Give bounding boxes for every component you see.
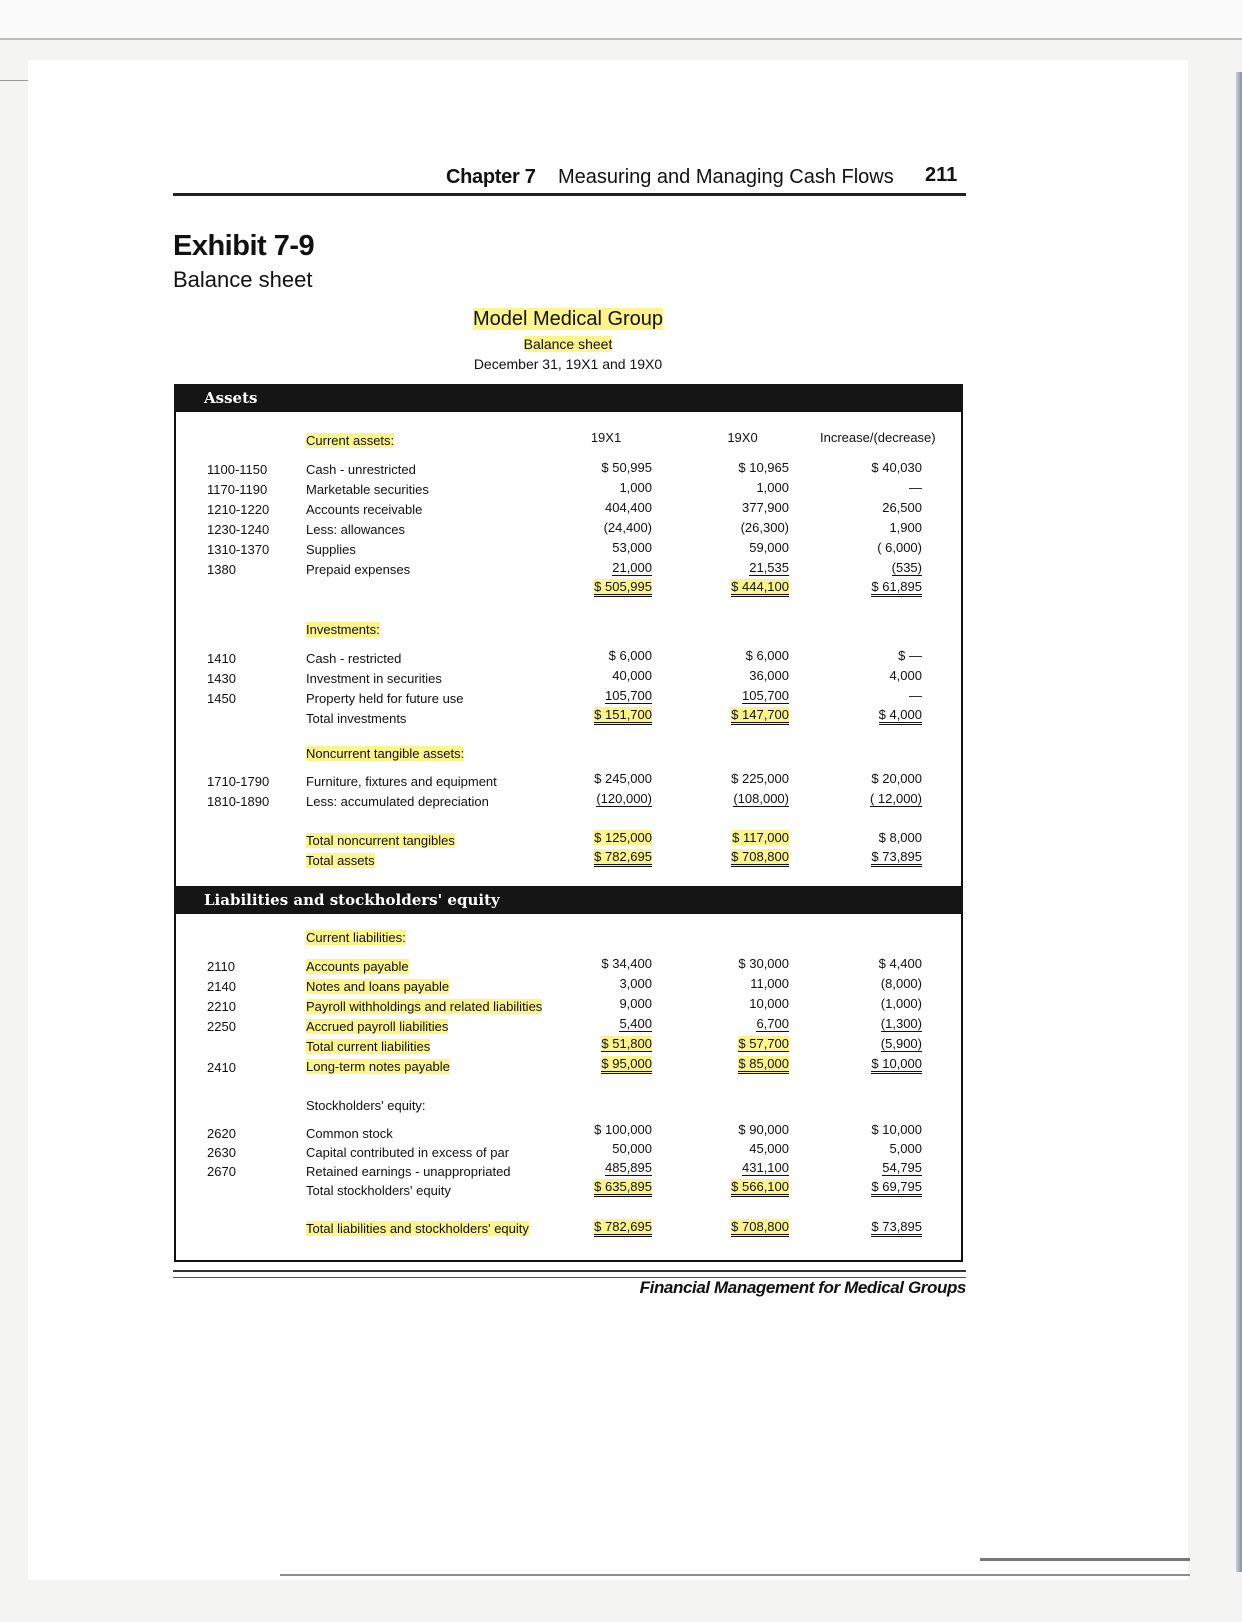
total-assets-change: $ 73,895 xyxy=(820,849,922,865)
value-change: 4,000 xyxy=(889,668,922,683)
total-current-assets-change: $ 61,895 xyxy=(820,579,922,595)
total-current-liabilities-change: (5,900) xyxy=(880,1036,922,1051)
value-19x0: 36,000 xyxy=(749,668,789,683)
chapter-title: Measuring and Managing Cash Flows xyxy=(558,166,894,188)
scan-artifact-line xyxy=(980,1558,1190,1561)
account-code: 1810-1890 xyxy=(207,794,270,809)
account-code: 2110 xyxy=(207,959,235,974)
total-equity-19x0: $ 566,100 xyxy=(696,1179,789,1195)
value-19x1: 3,000 xyxy=(619,976,652,991)
section-noncurrent: Noncurrent tangible assets: xyxy=(306,746,465,761)
value-19x0: (108,000) xyxy=(733,791,789,806)
scan-artifact-line xyxy=(280,1574,1190,1576)
line-item-label: Less: allowances xyxy=(306,522,405,537)
account-code: 1430 xyxy=(207,671,236,686)
value-19x0: (26,300) xyxy=(740,520,789,535)
value-19x0: $ 30,000 xyxy=(738,956,789,971)
value-19x1: 105,700 xyxy=(605,688,652,703)
footer-rule xyxy=(173,1270,966,1272)
account-code: 1100-1150 xyxy=(207,462,268,477)
value-19x0: $ 90,000 xyxy=(738,1122,789,1137)
account-code: 2140 xyxy=(207,979,236,994)
line-item-label: Accrued payroll liabilities xyxy=(306,1019,449,1034)
value-change: $ 4,400 xyxy=(878,956,922,971)
value-change: (8,000) xyxy=(880,976,922,991)
long-term-notes-label: Long-term notes payable xyxy=(306,1059,450,1074)
value-19x0: 10,000 xyxy=(749,996,789,1011)
company-name: Model Medical Group xyxy=(472,308,664,330)
value-change: (535) xyxy=(891,560,922,575)
value-19x0: $ 6,000 xyxy=(745,648,789,663)
section-investments: Investments: xyxy=(306,622,380,637)
grand-total-label: Total liabilities and stockholders' equity xyxy=(306,1221,529,1236)
account-code: 2620 xyxy=(207,1126,236,1141)
assets-header-bar: Assets xyxy=(174,384,963,412)
total-current-liabilities-19x0: $ 57,700 xyxy=(738,1036,789,1051)
value-19x1: 5,400 xyxy=(619,1016,652,1031)
line-item-label: Notes and loans payable xyxy=(306,979,450,994)
line-item-label: Retained earnings - unappropriated xyxy=(306,1164,511,1179)
value-change: — xyxy=(909,688,922,703)
total-current-liabilities-19x1: $ 51,800 xyxy=(601,1036,652,1051)
value-19x1: (120,000) xyxy=(596,791,652,806)
grand-total-change: $ 73,895 xyxy=(820,1219,922,1235)
value-19x0: 377,900 xyxy=(742,500,789,515)
line-item-label: Supplies xyxy=(306,542,356,557)
line-item-label: Common stock xyxy=(306,1126,393,1141)
total-noncurrent-label: Total noncurrent tangibles xyxy=(306,833,455,848)
account-code: 1710-1790 xyxy=(207,774,270,789)
value-change: $ 40,030 xyxy=(871,460,922,475)
long-term-notes-19x0: $ 85,000 xyxy=(696,1056,789,1072)
account-code: 1310-1370 xyxy=(207,542,270,557)
line-item-label: Capital contributed in excess of par xyxy=(306,1145,510,1160)
value-19x0: 1,000 xyxy=(756,480,789,495)
total-investments-19x0: $ 147,700 xyxy=(696,707,789,723)
value-change: — xyxy=(909,480,922,495)
value-19x0: $ 225,000 xyxy=(731,771,789,786)
value-19x1: $ 50,995 xyxy=(601,460,652,475)
account-code: 2250 xyxy=(207,1019,236,1034)
chapter-label: Chapter 7 xyxy=(446,166,536,188)
value-change: $ 20,000 xyxy=(871,771,922,786)
total-current-assets-19x1: $ 505,995 xyxy=(560,579,652,595)
grand-total-19x1: $ 782,695 xyxy=(560,1219,652,1235)
value-19x1: 9,000 xyxy=(619,996,652,1011)
line-item-label: Investment in securities xyxy=(306,671,442,686)
book-title-footer: Financial Management for Medical Groups xyxy=(639,1278,966,1297)
value-19x1: $ 245,000 xyxy=(594,771,652,786)
line-item-label: Property held for future use xyxy=(306,691,464,706)
value-19x1: 21,000 xyxy=(612,560,652,575)
value-19x0: 11,000 xyxy=(750,976,789,991)
value-change: 5,000 xyxy=(889,1141,922,1156)
total-investments-change: $ 4,000 xyxy=(820,707,922,723)
value-19x1: 53,000 xyxy=(612,540,652,555)
value-19x0: 59,000 xyxy=(749,540,789,555)
exhibit-subtitle: Balance sheet xyxy=(173,267,313,292)
value-change: (1,000) xyxy=(880,996,922,1011)
total-investments-19x1: $ 151,700 xyxy=(560,707,652,723)
line-item-label: Accounts receivable xyxy=(306,502,423,517)
value-19x1: 50,000 xyxy=(612,1141,652,1156)
statement-name: Balance sheet xyxy=(523,336,613,352)
long-term-notes-19x1: $ 95,000 xyxy=(560,1056,652,1072)
section-current-liabilities: Current liabilities: xyxy=(306,930,406,945)
value-change: $ 10,000 xyxy=(871,1122,922,1137)
value-change: $ — xyxy=(898,648,922,663)
column-header-change: Increase/(decrease) xyxy=(820,430,936,445)
value-19x1: $ 6,000 xyxy=(608,648,652,663)
total-current-liabilities-label: Total current liabilities xyxy=(306,1039,431,1054)
value-19x0: 45,000 xyxy=(749,1141,789,1156)
total-noncurrent-change: $ 8,000 xyxy=(878,830,922,845)
total-assets-19x1: $ 782,695 xyxy=(560,849,652,865)
line-item-label: Furniture, fixtures and equipment xyxy=(306,774,497,789)
value-19x1: 1,000 xyxy=(619,480,652,495)
total-assets-19x0: $ 708,800 xyxy=(696,849,789,865)
account-code: 1410 xyxy=(207,651,236,666)
value-19x0: 6,700 xyxy=(756,1016,789,1031)
line-item-label: Prepaid expenses xyxy=(306,562,411,577)
value-change: ( 6,000) xyxy=(877,540,922,555)
line-item-label: Accounts payable xyxy=(306,959,409,974)
line-item-label: Payroll withholdings and related liabilities xyxy=(306,999,543,1014)
value-change: (1,300) xyxy=(880,1016,922,1031)
account-code: 2630 xyxy=(207,1145,236,1160)
account-code: 2670 xyxy=(207,1164,236,1179)
value-19x1: $ 34,400 xyxy=(601,956,652,971)
value-19x0: $ 10,965 xyxy=(738,460,789,475)
value-19x0: 431,100 xyxy=(742,1160,789,1175)
value-19x1: 404,400 xyxy=(605,500,652,515)
line-item-label: Cash - unrestricted xyxy=(306,462,416,477)
total-current-assets-19x0: $ 444,100 xyxy=(696,579,789,595)
value-19x1: 485,895 xyxy=(605,1160,652,1175)
account-code: 1450 xyxy=(207,691,236,706)
value-19x0: 105,700 xyxy=(742,688,789,703)
value-change: ( 12,000) xyxy=(869,791,922,806)
value-19x1: $ 100,000 xyxy=(594,1122,652,1137)
value-19x0: 21,535 xyxy=(749,560,789,575)
total-equity-19x1: $ 635,895 xyxy=(560,1179,652,1195)
value-change: 54,795 xyxy=(882,1160,922,1175)
section-equity: Stockholders' equity: xyxy=(306,1098,426,1113)
scan-right-edge xyxy=(1236,72,1242,1572)
total-equity-label: Total stockholders' equity xyxy=(306,1183,451,1198)
header-rule xyxy=(173,193,966,196)
liabilities-header-bar: Liabilities and stockholders' equity xyxy=(174,886,963,914)
account-code: 1170-1190 xyxy=(207,482,268,497)
line-item-label: Less: accumulated depreciation xyxy=(306,794,489,809)
grand-total-19x0: $ 708,800 xyxy=(696,1219,789,1235)
line-item-label: Marketable securities xyxy=(306,482,429,497)
column-header-19x0: 19X0 xyxy=(727,430,758,445)
total-noncurrent-19x0: $ 117,000 xyxy=(732,830,789,845)
statement-date: December 31, 19X1 and 19X0 xyxy=(473,356,663,372)
scan-top-edge xyxy=(0,0,1242,40)
long-term-notes-change: $ 10,000 xyxy=(820,1056,922,1072)
account-code: 1380 xyxy=(207,562,236,577)
total-assets-label: Total assets xyxy=(306,853,375,868)
section-current-assets: Current assets: xyxy=(306,433,395,448)
page-number: 211 xyxy=(925,164,958,186)
value-19x1: 40,000 xyxy=(612,668,652,683)
line-item-label: Cash - restricted xyxy=(306,651,402,666)
account-code: 1230-1240 xyxy=(207,522,270,537)
total-investments-label: Total investments xyxy=(306,711,407,726)
exhibit-number: Exhibit 7-9 xyxy=(173,230,315,262)
total-equity-change: $ 69,795 xyxy=(820,1179,922,1195)
total-noncurrent-19x1: $ 125,000 xyxy=(594,830,652,845)
account-code: 2210 xyxy=(207,999,236,1014)
account-code: 1210-1220 xyxy=(207,502,270,517)
value-change: 26,500 xyxy=(882,500,922,515)
value-change: 1,900 xyxy=(889,520,922,535)
value-19x1: (24,400) xyxy=(603,520,652,535)
column-header-19x1: 19X1 xyxy=(590,430,622,445)
account-code: 2410 xyxy=(207,1060,236,1075)
